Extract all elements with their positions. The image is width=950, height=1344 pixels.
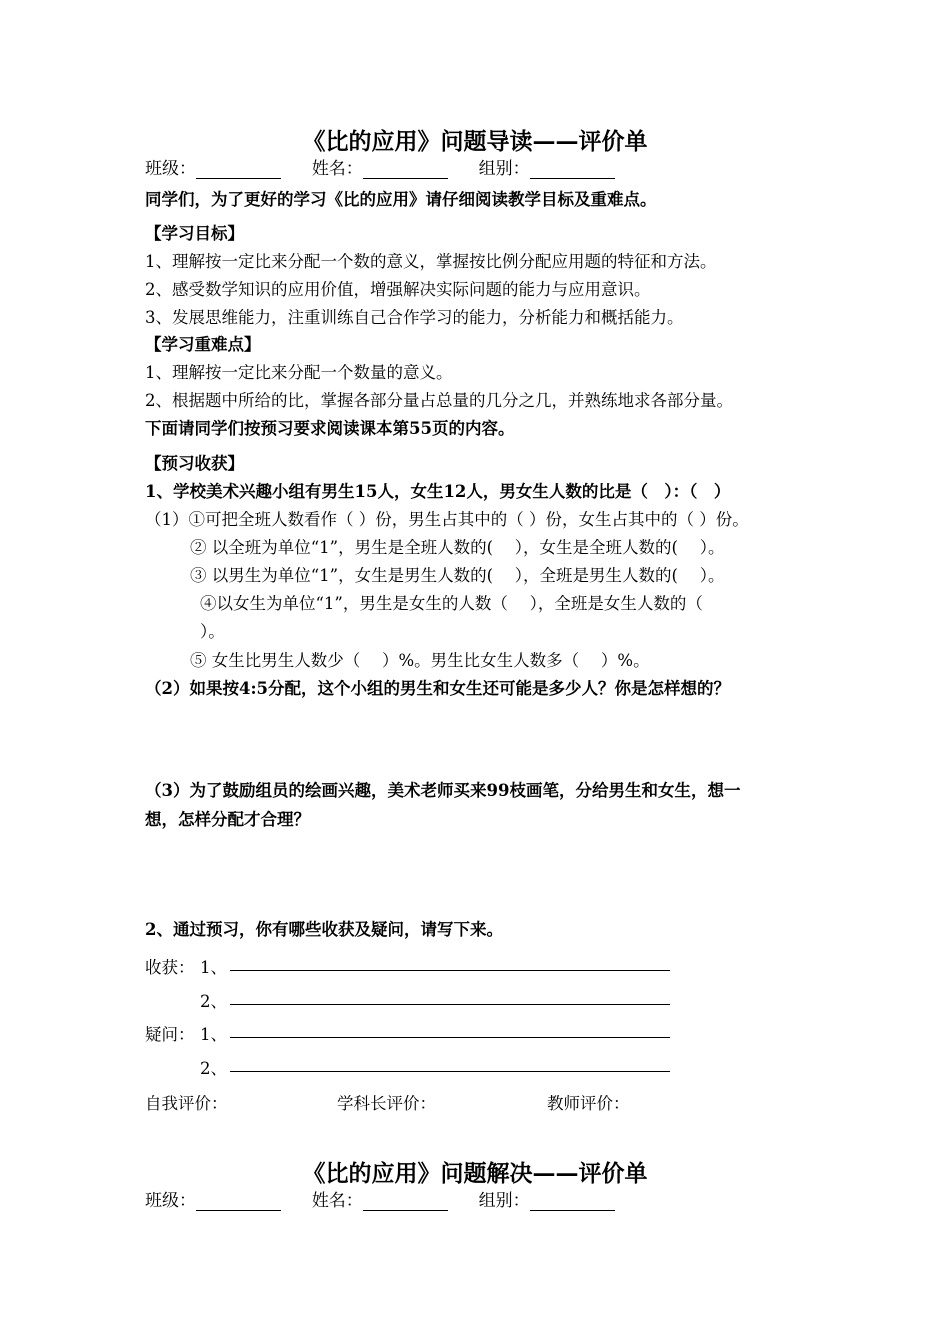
page-title-2: 《比的应用》问题解决——评价单: [302, 1160, 648, 1187]
question-1: 1、学校美术兴趣小组有男生15人，女生12人，男女生人数的比是（ ）：（ ）: [145, 482, 731, 501]
doubt-answer-line-2[interactable]: [230, 1071, 670, 1072]
question-1-part-4: ④以女生为单位“1”，男生是女生的人数（ ），全班是女生人数的（: [200, 594, 703, 613]
question-1-part-5: ⑤ 女生比男生人数少（ ）%。男生比女生人数多（ ）%。: [190, 651, 650, 670]
goals-heading: 【学习目标】: [145, 224, 244, 243]
group-label: 组别：: [478, 159, 530, 179]
doubt-number-2: 2、: [200, 1059, 227, 1078]
gain-answer-line-2[interactable]: [230, 1004, 670, 1005]
group-field[interactable]: [530, 160, 615, 179]
harvest-heading: 【预习收获】: [145, 454, 244, 473]
goal-item: 1、理解按一定比来分配一个数的意义，掌握按比例分配应用题的特征和方法。: [145, 252, 717, 271]
group-field[interactable]: [530, 1192, 615, 1211]
goal-item: 3、发展思维能力，注重训练自己合作学习的能力，分析能力和概括能力。: [145, 308, 684, 327]
student-info-row-2: [145, 1186, 615, 1211]
question-1-part-2: ② 以全班为单位“1”，男生是全班人数的( ），女生是全班人数的( ）。: [190, 538, 725, 557]
class-label: 班级：: [145, 1191, 196, 1211]
key-point-item: 1、理解按一定比来分配一个数量的意义。: [145, 363, 453, 382]
key-points-heading: 【学习重难点】: [145, 335, 261, 354]
teacher-eval-label: 教师评价：: [547, 1094, 630, 1113]
question-3-cont: 想，怎样分配才合理？: [145, 810, 310, 829]
student-info-row: [145, 154, 615, 179]
question-1-part-4-cont: ）。: [200, 622, 225, 641]
name-label: 姓名：: [311, 159, 363, 179]
question-3: （3）为了鼓励组员的绘画兴趣，美术老师买来99枝画笔，分给男生和女生，想一: [145, 781, 741, 800]
name-label: 姓名：: [311, 1191, 363, 1211]
name-field[interactable]: [363, 160, 448, 179]
leader-eval-label: 学科长评价：: [337, 1094, 436, 1113]
key-point-item: 2、根据题中所给的比，掌握各部分量占总量的几分之几，并熟练地求各部分量。: [145, 391, 733, 410]
self-eval-label: 自我评价：: [145, 1094, 228, 1113]
goal-item: 2、感受数学知识的应用价值，增强解决实际问题的能力与应用意识。: [145, 280, 651, 299]
doubt-answer-line-1[interactable]: [230, 1037, 670, 1038]
group-label: 组别：: [478, 1191, 530, 1211]
name-field[interactable]: [363, 1192, 448, 1211]
class-label: 班级：: [145, 159, 196, 179]
question-2: （2）如果按4:5分配，这个小组的男生和女生还可能是多少人？你是怎样想的？: [145, 679, 731, 698]
gain-answer-line-1[interactable]: [230, 970, 670, 971]
question-1-part-3: ③ 以男生为单位“1”，女生是男生人数的( ），全班是男生人数的( ）。: [190, 566, 725, 585]
preview-instruction: 下面请同学们按预习要求阅读课本第55页的内容。: [145, 419, 515, 438]
class-field[interactable]: [196, 1192, 281, 1211]
gain-number-2: 2、: [200, 992, 227, 1011]
question-1-part-1: （1）①可把全班人数看作（ ）份，男生占其中的（ ）份，女生占其中的（ ）份。: [145, 510, 749, 529]
intro-text: 同学们，为了更好的学习《比的应用》请仔细阅读教学目标及重难点。: [145, 190, 657, 209]
page-title: 《比的应用》问题导读——评价单: [302, 128, 648, 155]
question-4: 2、通过预习，你有哪些收获及疑问，请写下来。: [145, 920, 503, 939]
doubt-label: 疑问：: [145, 1025, 195, 1044]
class-field[interactable]: [196, 160, 281, 179]
gain-number-1: 1、: [200, 958, 227, 977]
doubt-number-1: 1、: [200, 1025, 227, 1044]
gain-label: 收获：: [145, 958, 195, 977]
